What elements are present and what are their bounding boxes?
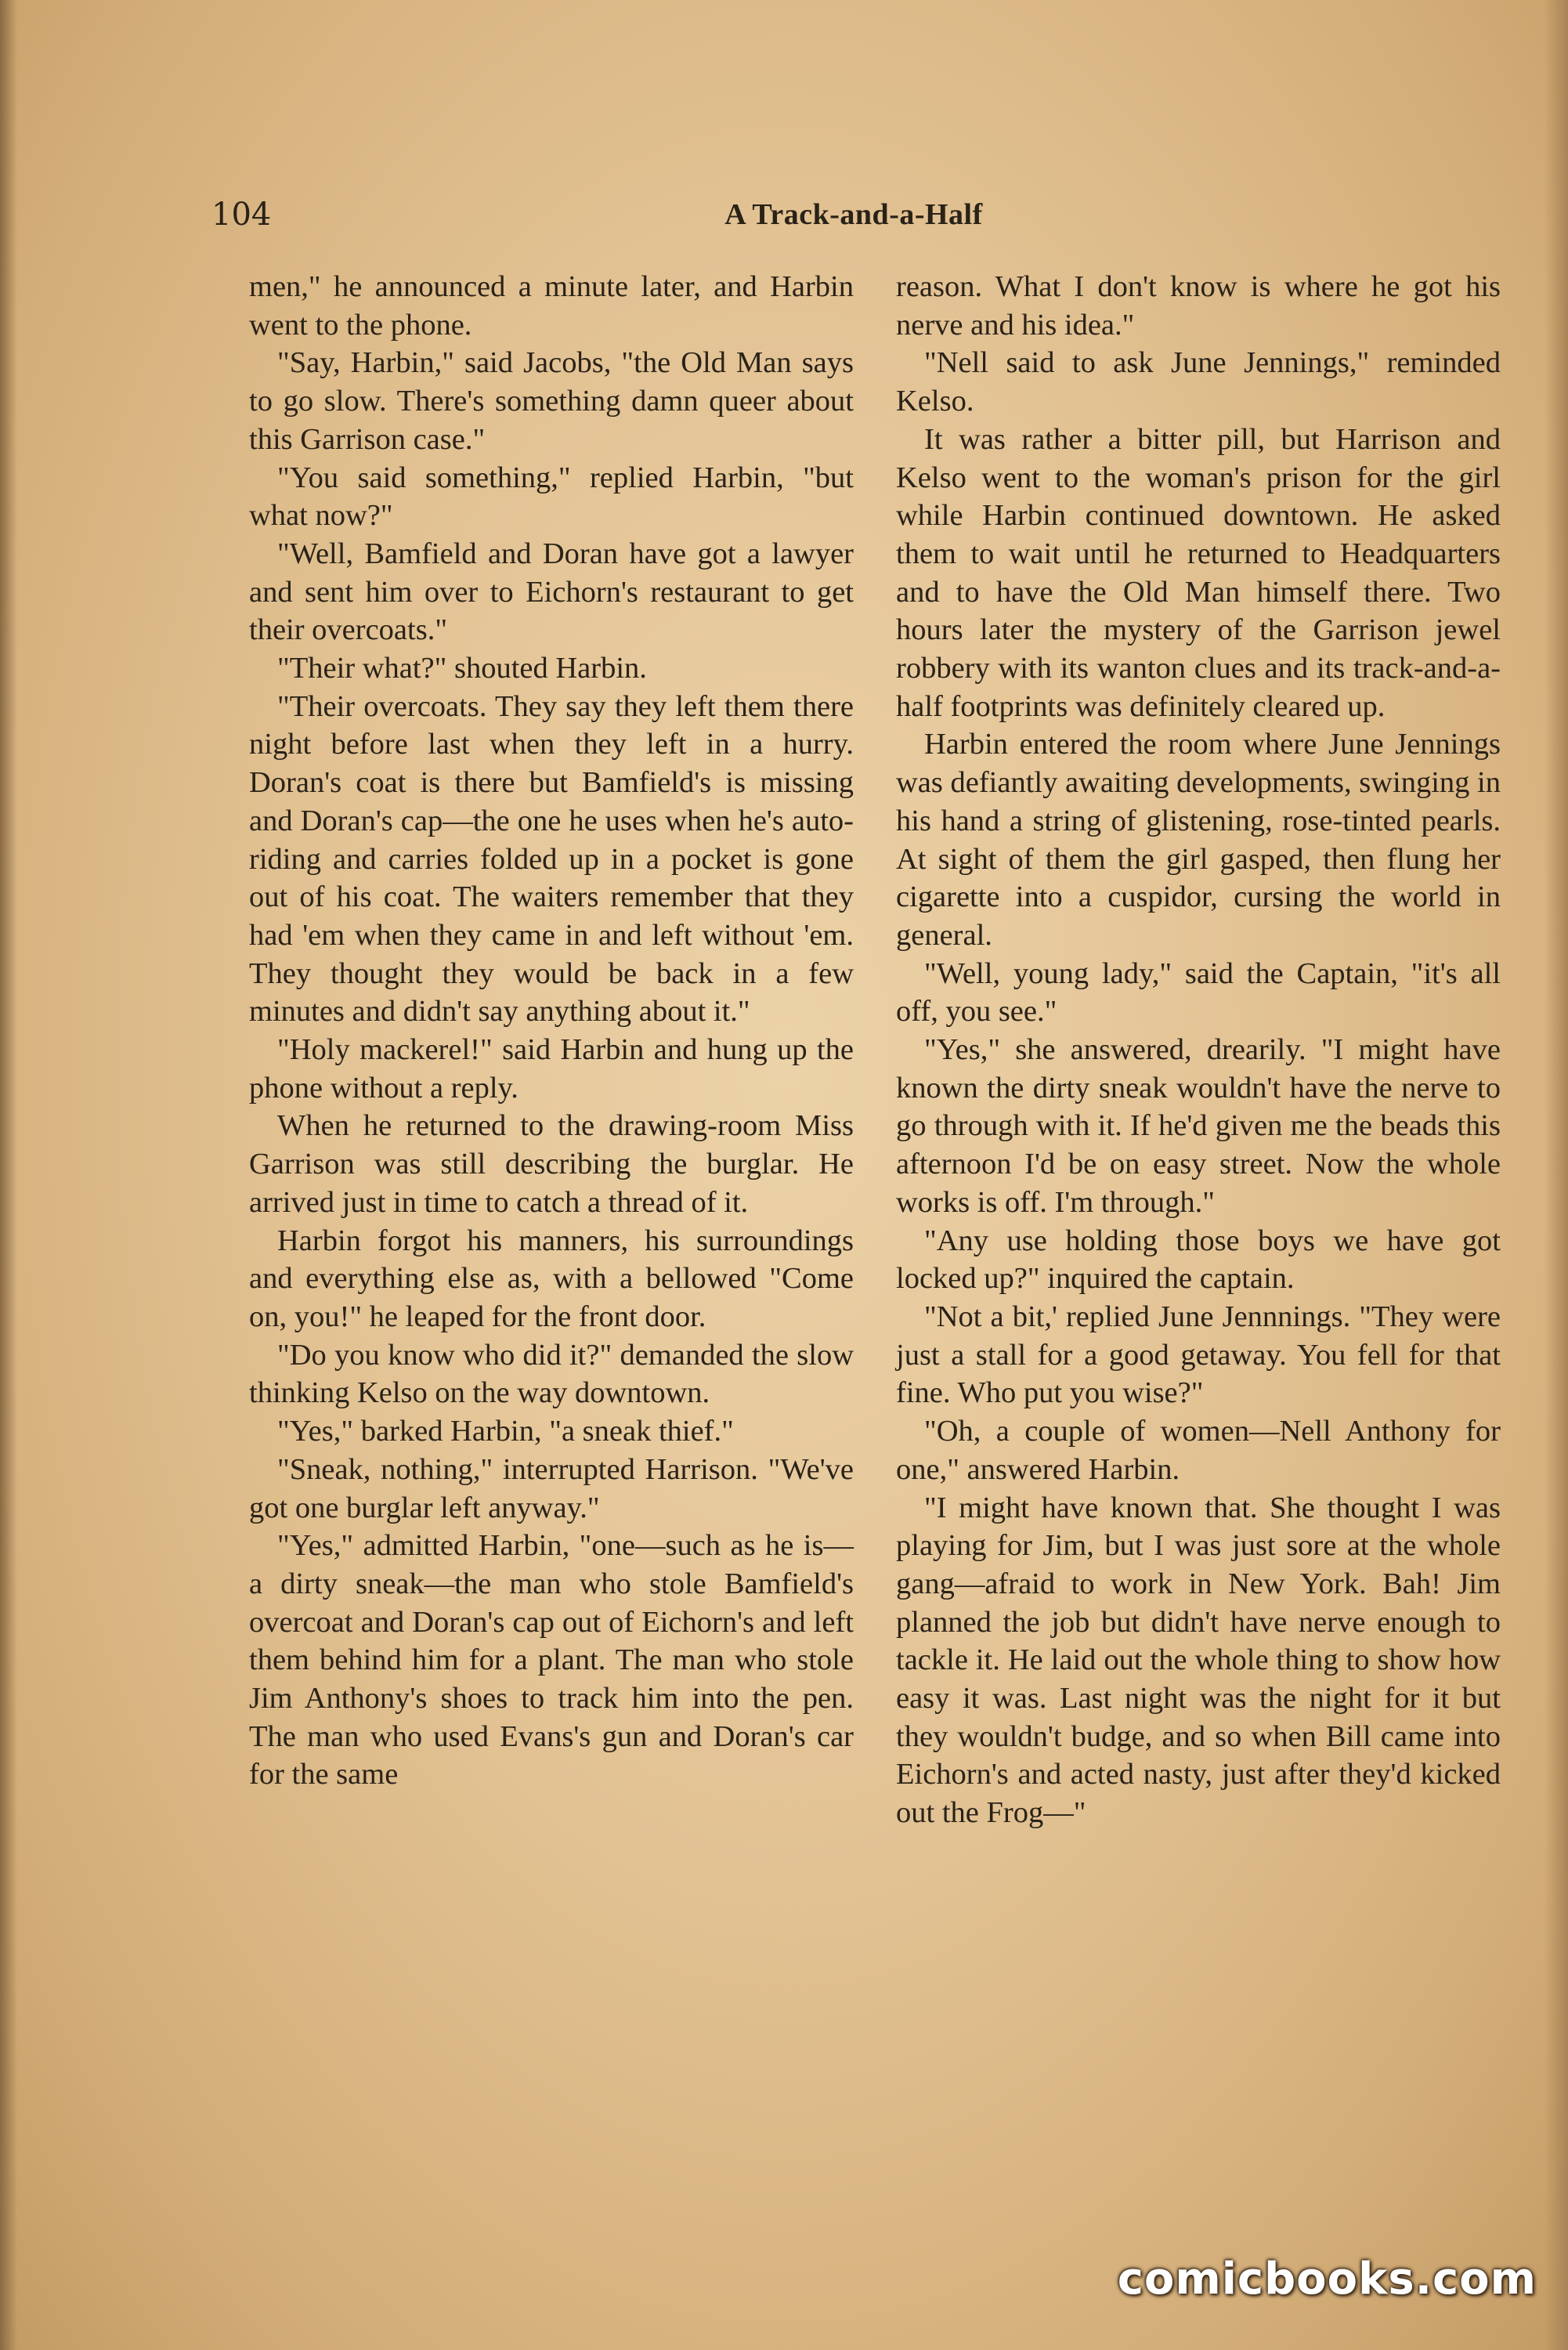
paragraph: Harbin entered the room where June Jennings was defiantly awaiting developments, swinging in his hand a string of glistening, rose-tinted pearls. At sight of them the girl gasped, then flung her cigarette into a cuspidor, cursing the world in general. [896,728,1501,952]
page-edge-right [1545,0,1568,2350]
paragraph: "Sneak, nothing," interrupted Harrison. "We've got one burglar left anyway." [249,1452,854,1524]
page-number: 104 [211,197,272,233]
paragraph: "Holy mackerel!" said Harbin and hung up the phone without a reply. [249,1033,854,1104]
paragraph: "Yes," admitted Harbin, "one—such as he is—a dirty sneak—the man who stole Bamfield's overcoat and Doran's cap out of Eichorn's and left them behind him for a plant. The man who stole Jim Anthony's shoes to track him into the pen. The man who used Evans's gun and Doran's car for the same [249,1529,854,1791]
watermark-logo: comicbooks.com [1117,2254,1537,2305]
paragraph: "Well, young lady," said the Captain, "it's all off, you see." [896,956,1501,1029]
paragraph: "Their what?" shouted Harbin. [277,652,647,685]
paragraph: It was rather a bitter pill, but Harrison and Kelso went to the woman's prison for the girl while Harbin continued downtown. He asked them to wait until he returned to Headquarters and to have the Old Man himself there. Two hours later the mystery of the Garrison jewel robbery with its wanton clues and its track-and-a-half footprints was definitely cleared up. [896,422,1501,723]
paragraph: "I might have known that. She thought I was playing for Jim, but I was just sore at the whole gang—afraid to work in New York. Bah! Jim planned the job but didn't have nerve enough to tackle it. He laid out the whole thing to show how easy it was. Last night was the night for it but they wouldn't budge, and so when Bill came into Eichorn's and acted nasty, just after they'd kicked out the Frog—" [896,1491,1501,1830]
paragraph: "You said something," replied Harbin, "but what now?" [249,461,854,533]
running-title: A Track-and-a-Half [724,198,983,231]
paragraph: "Yes," barked Harbin, "a sneak thief." [277,1415,734,1448]
paragraph: "Yes," she answered, drearily. "I might have known the dirty sneak wouldn't have the nerve to go through with it. If he'd given me the beads this afternoon I'd be on easy street. Now the whole works is off. I'm through." [896,1033,1501,1219]
paragraph: "Say, Harbin," said Jacobs, "the Old Man says to go slow. There's something damn queer about this Garrison case." [249,346,854,456]
page-header [211,193,1496,237]
left-column [249,268,854,1794]
page-edge-left [0,0,17,2350]
paragraph: "Do you know who did it?" demanded the slow thinking Kelso on the way downtown. [249,1338,854,1410]
paragraph: reason. What I don't know is where he got his nerve and his idea." [896,270,1501,342]
paragraph: "Their overcoats. They say they left them there night before last when they left in a hurry. Doran's coat is there but Bamfield's is missing and Doran's cap—the one he uses when he's auto-riding and carries folded up in a pocket is gone out of his coat. The waiters remember that they had 'em when they came in and left without 'em. They thought they would be back in a few minutes and didn't say anything about it." [249,689,854,1029]
text-columns [249,268,1502,2148]
paragraph: "Any use holding those boys we have got locked up?" inquired the captain. [896,1224,1501,1296]
paragraph: "Nell said to ask June Jennings," reminded Kelso. [896,346,1501,418]
right-column [896,268,1501,1832]
paragraph: "Well, Bamfield and Doran have got a lawyer and sent him over to Eichorn's restaurant to get their overcoats." [249,537,854,647]
paragraph: "Oh, a couple of women—Nell Anthony for one," answered Harbin. [896,1415,1501,1486]
paragraph: men," he announced a minute later, and Harbin went to the phone. [249,270,854,342]
paragraph: When he returned to the drawing-room Miss Garrison was still describing the burglar. He arrived just in time to catch a thread of it. [249,1109,854,1219]
paragraph: Harbin forgot his manners, his surroundings and everything else as, with a bellowed "Come on, you!" he leaped for the front door. [249,1224,854,1333]
paragraph: "Not a bit,' replied June Jennnings. "They were just a stall for a good getaway. You fell for that fine. Who put you wise?" [896,1300,1501,1410]
